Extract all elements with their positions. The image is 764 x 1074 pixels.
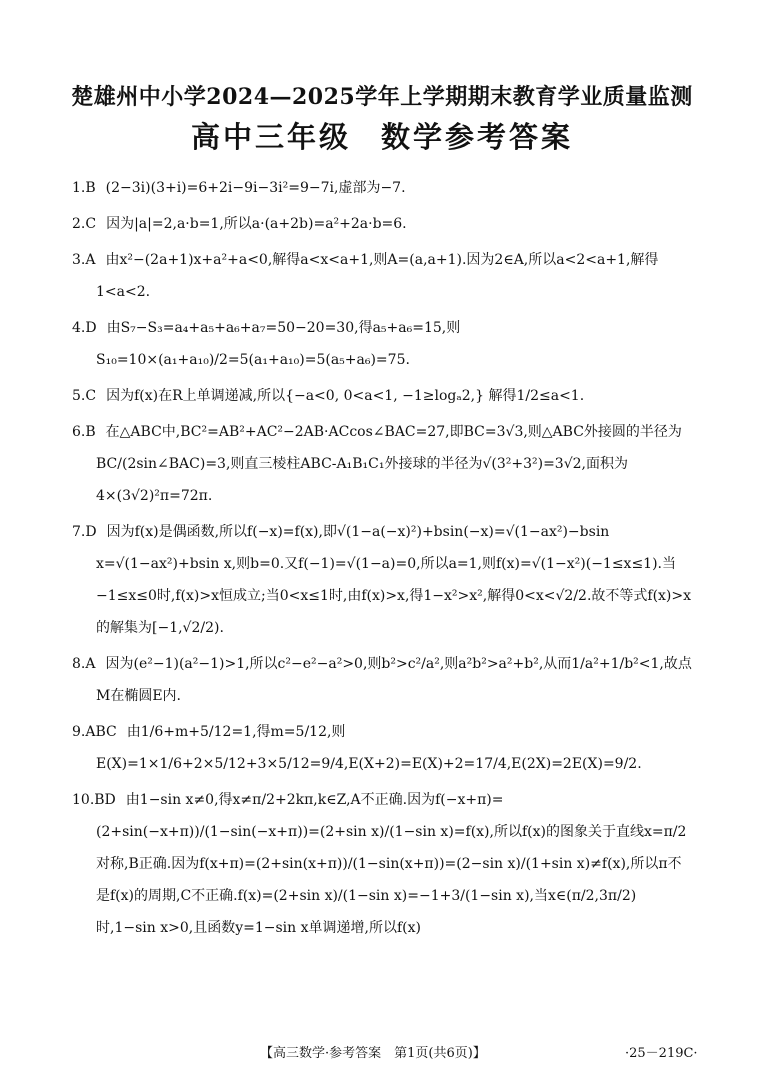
question-number: 2. xyxy=(72,216,86,232)
answer-explanation: 由1/6+m+5/12=1,得m=5/12,则E(X)=1×1/6+2×5/12+3×5/12=9/4,E(X+2)=E(X)+2=17/4,E(2X)=2E(X)=9/2. xyxy=(96,724,642,772)
answer-item xyxy=(72,380,692,412)
answers-list xyxy=(72,172,692,948)
question-number: 3. xyxy=(72,252,86,268)
answer-item xyxy=(72,312,692,376)
answer-explanation: 由1−sin x≠0,得x≠π/2+2kπ,k∈Z,A不正确.因为f(−x+π)=(2+sin(−x+π))/(1−sin(−x+π))=(2+sin x)/(1−sin x)=f(x),所以f(x)的图象关于直线x=π/2对称,B正确.因为f(x+π)=(2+sin(x+π))/(1−sin(x+π))=(2−sin x)/(1+sin x)≠f(x),所以π不是f(x)的周期,C不正确.f(x)=(2+sin x)/(1−sin x)=−1+3/(1−sin x),当x∈(π/2,3π/2)时,1−sin x>0,且函数y=1−sin x单调递增,所以f(x) xyxy=(96,792,687,936)
answer-explanation: (2−3i)(3+i)=6+2i−9i−3i²=9−7i,虚部为−7. xyxy=(105,180,406,196)
answer-option: C xyxy=(85,388,97,404)
answer-explanation: 由S₇−S₃=a₄+a₅+a₆+a₇=50−20=30,得a₅+a₆=15,则S₁₀=10×(a₁+a₁₀)/2=5(a₁+a₁₀)=5(a₅+a₆)=75. xyxy=(96,320,461,368)
answer-item xyxy=(72,244,692,308)
answer-item xyxy=(72,172,692,204)
answer-option: B xyxy=(85,424,96,440)
answer-option: C xyxy=(85,216,97,232)
answer-item xyxy=(72,208,692,240)
question-number: 10. xyxy=(72,792,95,808)
question-number: 9. xyxy=(72,724,86,740)
answer-item xyxy=(72,648,692,712)
question-number: 5. xyxy=(72,388,86,404)
question-number: 6. xyxy=(72,424,86,440)
footer-code: ·25－219C· xyxy=(625,1046,698,1061)
exam-title: 楚雄州中小学2024—2025学年上学期期末教育学业质量监测 xyxy=(71,84,693,110)
answer-option: ABC xyxy=(85,724,117,740)
answer-item xyxy=(72,516,692,644)
answer-item xyxy=(72,716,692,780)
answer-explanation: 在△ABC中,BC²=AB²+AC²−2AB·ACcos∠BAC=27,即BC=3√3,则△ABC外接圆的半径为BC/(2sin∠BAC)=3,则直三棱柱ABC-A₁B₁C₁外接球的半径为√(3²+3²)=3√2,面积为4×(3√2)²π=72π. xyxy=(96,424,682,504)
answer-explanation: 因为f(x)在R上单调递减,所以{−a<0, 0<a<1, −1≥logₐ2,} 解得1/2≤a<1. xyxy=(106,388,585,404)
answer-explanation: 因为f(x)是偶函数,所以f(−x)=f(x),即√(1−a(−x)²)+bsin(−x)=√(1−ax²)−bsin x=√(1−ax²)+bsin x,则b=0.又f(−1)=√(1−a)=0,所以a=1,则f(x)=√(1−x²)(−1≤x≤1).当−1≤x≤0时,f(x)>x恒成立;当0<x≤1时,由f(x)>x,得1−x²>x²,解得0<x<√2/2.故不等式f(x)>x的解集为[−1,√2/2). xyxy=(96,524,692,636)
answer-option: B xyxy=(85,180,96,196)
answer-item xyxy=(72,784,692,944)
question-number: 1. xyxy=(72,180,86,196)
answer-explanation: 由x²−(2a+1)x+a²+a<0,解得a<x<a+1,则A=(a,a+1).因为2∈A,所以a<2<a+1,解得1<a<2. xyxy=(96,252,659,300)
answer-option: D xyxy=(85,524,97,540)
answer-option: BD xyxy=(94,792,116,808)
footer-page-info: 【高三数学·参考答案 第1页(共6页)】 xyxy=(260,1046,486,1061)
question-number: 8. xyxy=(72,656,86,672)
answer-option: A xyxy=(85,656,96,672)
answer-explanation: 因为(e²−1)(a²−1)>1,所以c²−e²−a²>0,则b²>c²/a²,则a²b²>a²+b²,从而1/a²+1/b²<1,故点M在椭圆E内. xyxy=(96,656,692,704)
answer-explanation: 因为|a|=2,a·b=1,所以a·(a+2b)=a²+2a·b=6. xyxy=(106,216,407,232)
subtitle xyxy=(0,115,764,156)
grade-label: 高中三年级 xyxy=(190,120,351,154)
subject-label: 数学参考答案 xyxy=(381,120,574,154)
answer-option: D xyxy=(85,320,97,336)
answer-option: A xyxy=(85,252,96,268)
question-number: 7. xyxy=(72,524,86,540)
answer-item xyxy=(72,416,692,512)
question-number: 4. xyxy=(72,320,86,336)
